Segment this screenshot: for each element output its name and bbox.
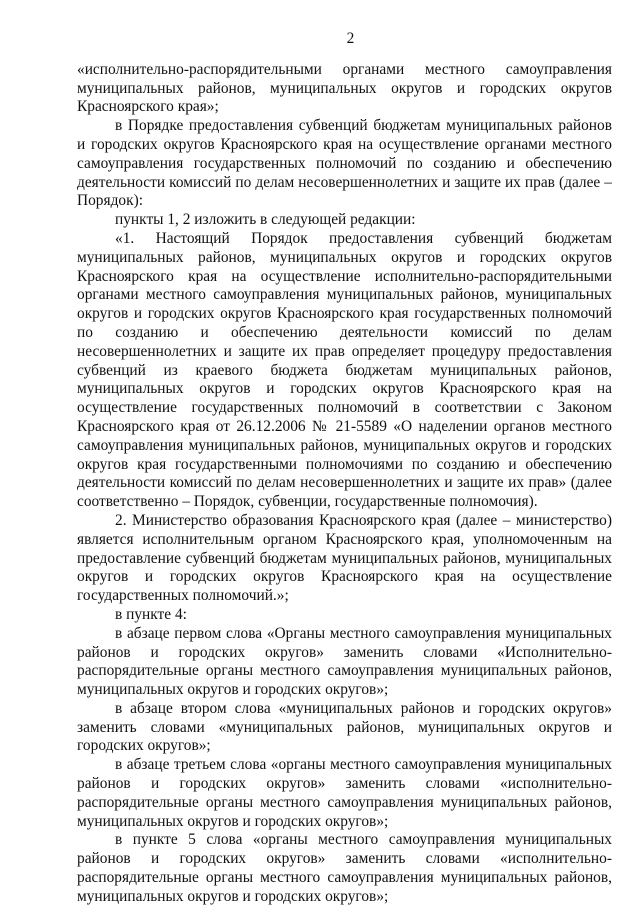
- paragraph: «1. Настоящий Порядок предоставления субвенций бюджетам муниципальных районов, муниципальных округов и городских округов Красноярского края на осуществление исполнительно-распорядительными органами местного самоуправления муниципальных районов, муниципальных округов и городских округов Красноярского края государственных полномочий по созданию и обеспечению деятельности комиссий по делам несовершеннолетних и защите их прав определяет процедуру предоставления субвенций из краевого бюджета бюджетам муниципальных районов, муниципальных округов и городских округов Красноярского края на осуществление государственных полномочий в соответствии с Законом Красноярского края от 26.12.2006 № 21-5589 «О наделении органов местного самоуправления муниципальных районов, муниципальных округов и городских округов края государственными полномочиями по созданию и обеспечению деятельности комиссий по делам несовершеннолетних и защите их прав» (далее соответственно – Порядок, субвенции, государственные полномочия).: [77, 229, 612, 511]
- paragraph: в абзаце первом слова «Органы местного самоуправления муниципальных районов и городских округов» заменить словами «Исполнительно-распорядительные органы местного самоуправления муниципальных районов, муниципальных округов и городских округов»;: [77, 624, 612, 699]
- paragraph: в абзаце втором слова «муниципальных районов и городских округов» заменить словами «муниципальных районов, муниципальных округов и городских округов»;: [77, 699, 612, 755]
- paragraph: пункты 1, 2 изложить в следующей редакции:: [115, 211, 416, 229]
- paragraph: в Порядке предоставления субвенций бюджетам муниципальных районов и городских округов Красноярского края на осуществление органами местного самоуправления государственных полномочий по созданию и обеспечению деятельности комиссий по делам несовершеннолетних и защите их прав (далее – Порядок):: [77, 117, 612, 210]
- paragraph: в пункте 4:: [115, 605, 187, 623]
- paragraph: «исполнительно-распорядительными органами местного самоуправления муниципальных районов, муниципальных округов и городских округов Красноярского края»;: [77, 60, 612, 116]
- document-body: [77, 61, 612, 907]
- paragraph: в абзаце третьем слова «органы местного самоуправления муниципальных районов и городских округов» заменить словами «исполнительно-распорядительные органы местного самоуправления муниципальных районов, муниципальных округов и городских округов»;: [77, 756, 612, 830]
- paragraph: в пункте 5 слова «органы местного самоуправления муниципальных районов и городских округов» заменить словами «исполнительно-распорядительные органы местного самоуправления муниципальных районов, муниципальных округов и городских округов»;: [77, 831, 612, 905]
- page-number: 2: [346, 30, 355, 47]
- paragraph: 2. Министерство образования Красноярского края (далее – министерство) является исполнительным органом Красноярского края, уполномоченным на предоставление субвенций бюджетам муниципальных районов, муниципальных округов и городских округов Красноярского края на осуществление государственных полномочий.»;: [77, 511, 612, 605]
